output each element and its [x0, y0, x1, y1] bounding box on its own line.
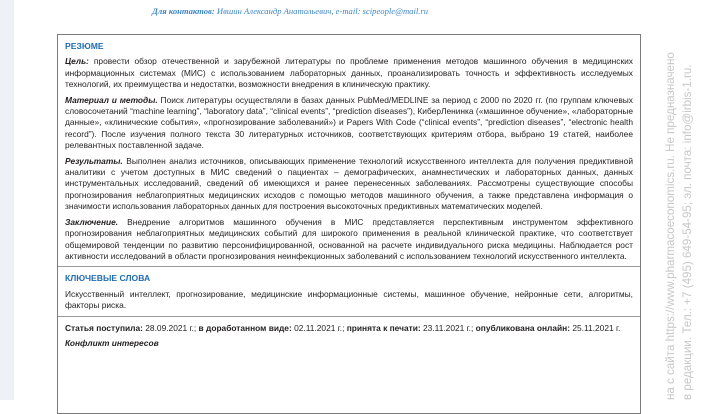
keywords-text: Искусственный интеллект, прогнозирование, медицинские информационные системы, машинное обучение, нейронные сети, алгоритмы, факторы риска.: [65, 288, 633, 311]
abstract-methods: [65, 95, 633, 152]
conclusion-label: Заключение.: [65, 216, 119, 227]
date-value-accepted: 23.11.2021 г.: [423, 322, 471, 333]
date-label-revised: в доработанном виде:: [198, 322, 292, 333]
results-label: Результаты.: [65, 155, 123, 166]
aim-text: провести обзор отечественной и зарубежной литературы по проблеме применения методов машинного обучения в медицинских информационных системах (МИС) с использованием лабораторных данных, проанализировать точность и эффективность исследуемых технологий, их преимущества и недостатки, возможности внедрения в клиническую практику.: [65, 56, 633, 90]
abstract-conclusion: [65, 217, 633, 263]
methods-text: Поиск литературы осуществляли в базах данных PubMed/MEDLINE за период с 2000 по 2020 гг. (по группам ключевых словосочетаний “machine learning”, “laboratory data”, “clinical events”, “prediction diseases”), КиберЛенинка («машинное обучение», «лабораторные данные», «клинические события», «прогнозирование заболеваний») и Papers With Code (“clinical events”, “prediction diseases”, “electronic health record”). После изучения полного текста 30 литературных источников, соответствующих критериям отбора, выбрано 19 статей, наиболее релевантных поставленной задаче.: [65, 94, 633, 151]
article-dates: Статья поступила: 28.09.2021 г.; в доработанном виде: 02.11.2021 г.; принята к печати: 23.11.2021 г.; опубликована онлайн: 25.11.2021 г.: [65, 322, 621, 333]
contact-label: Для контактов:: [151, 6, 215, 16]
left-margin-strip: [0, 0, 14, 400]
contact-text: Ившин Александр Анатольевич, e-mail: scipeople@mail.ru: [216, 6, 429, 16]
side-notice-line-1: на с сайта https://www.pharmacoeconomics.ru. Не предназначено: [664, 52, 677, 400]
abstract-box: [57, 34, 641, 414]
date-label-online: опубликована онлайн:: [475, 322, 571, 333]
side-copyright-notice: [662, 0, 708, 400]
date-value-received: 28.09.2021 г.: [145, 322, 194, 333]
date-value-revised: 02.11.2021 г.: [294, 322, 343, 333]
methods-label: Материал и методы.: [65, 94, 158, 105]
contact-line: [0, 6, 580, 16]
aim-label: Цель:: [65, 56, 89, 67]
abstract-heading: РЕЗЮМЕ: [65, 41, 104, 51]
abstract-aim: [65, 56, 633, 90]
date-label-received: Статья поступила:: [65, 322, 143, 333]
section-divider: [58, 316, 640, 317]
section-divider: [58, 266, 640, 267]
conflict-of-interest-heading: Конфликт интересов: [65, 337, 159, 348]
results-text: Выполнен анализ источников, описывающих применение технологий искусственного интеллекта для получения предиктивной аналитики с учетом доступных в МИС сведений о пациентах – демографических, анамнестических и лабораторных данных, данных инструментальных исследований, сведений об имеющихся и ранее перенесенных заболеваниях. Рассмотрены существующие способы прогнозирования неблагоприятных медицинских исходов с помощью методов машинного обучения, а также представлена информация о значимости использования лабораторных данных для построения высокоточных предиктивных математических моделей.: [65, 155, 633, 212]
date-label-accepted: принята к печати:: [346, 322, 421, 333]
abstract-results: [65, 156, 633, 213]
conclusion-text: Внедрение алгоритмов машинного обучения в МИС представляется перспективным инструментом эффективного прогнозирования неблагоприятных медицинских событий для широкого применения в реальной клинической практике, что соответствует общемировой тенденции по развитию персонифицированной, основанной на расчете индивидуального риска медицины. Наблюдается рост активности исследований в области прогнозирования неинфекционных заболеваний с использованием технологий искусственного интеллекта.: [65, 216, 633, 261]
date-value-online: 25.11.2021 г.: [572, 322, 621, 333]
side-notice-line-2: в редакции. Тел.: +7 (495) 649-54-95; эл. почта: info@irbis-1.ru.: [681, 64, 694, 400]
keywords-heading: КЛЮЧЕВЫЕ СЛОВА: [65, 273, 151, 284]
